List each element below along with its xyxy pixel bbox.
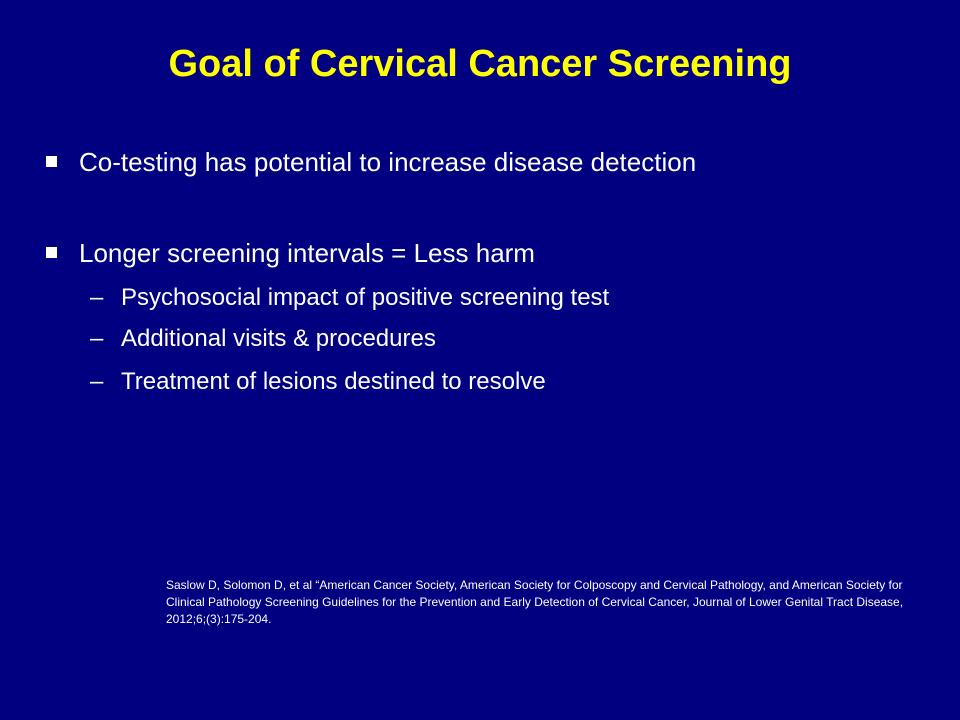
sub-bullet-item — [0, 282, 960, 318]
bullet-text: Co-testing has potential to increase disease detection — [79, 147, 697, 177]
sub-bullet-text: Treatment of lesions destined to resolve — [121, 368, 546, 395]
sub-bullet-text: Additional visits & procedures — [121, 325, 436, 352]
bullet-item — [0, 145, 960, 185]
bullet-text: Longer screening intervals = Less harm — [79, 238, 535, 268]
slide-title: Goal of Cervical Cancer Screening — [168, 43, 792, 85]
sub-bullet-item — [0, 323, 960, 359]
sub-bullet-item — [0, 366, 960, 402]
bullet-item — [0, 236, 960, 276]
sub-bullet-text: Psychosocial impact of positive screening test — [121, 284, 610, 311]
dash-bullet-icon: – — [90, 284, 104, 311]
dash-bullet-icon: – — [90, 368, 104, 395]
square-bullet-icon — [46, 247, 57, 258]
dash-bullet-icon: – — [90, 325, 104, 352]
citation-text: Saslow D, Solomon D, et al “American Cancer Society, American Society for Colposcopy and Cervical Pathology, and American Society for Clinical Pathology Screening Guidelines for the Prevention and Early Detection of Cervical Cancer, Journal of Lower Genital Tract Disease, 2012;6;(3):175-204. — [166, 578, 904, 626]
square-bullet-icon — [46, 156, 57, 167]
